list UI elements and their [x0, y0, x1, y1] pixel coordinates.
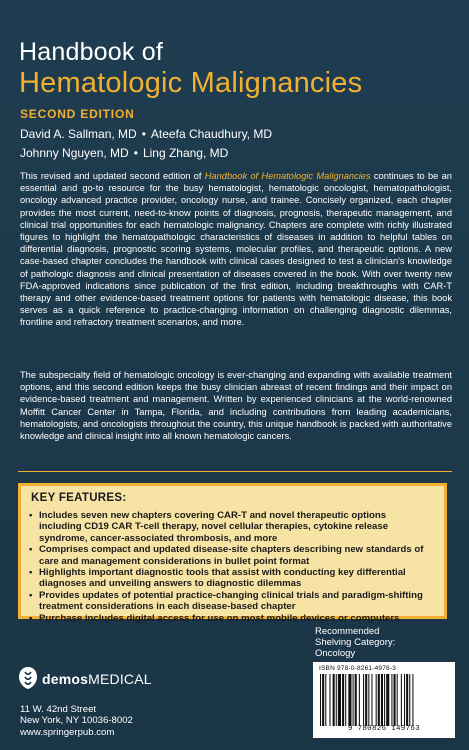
- author-separator: •: [133, 146, 138, 160]
- key-features-title: KEY FEATURES:: [31, 492, 127, 504]
- feature-text: Highlights important diagnostic tools that assist with conducting key differential diagnoses and unveiling answers to diagnostic dilemmas: [39, 567, 406, 590]
- key-features-box: [18, 483, 447, 624]
- bullet-icon: •: [29, 589, 33, 601]
- author-separator: •: [141, 127, 146, 141]
- publisher-address: [20, 704, 133, 738]
- edition-label: SECOND EDITION: [20, 107, 135, 121]
- book-title-line1: Handbook of: [19, 38, 163, 66]
- bullet-icon: •: [29, 567, 33, 579]
- publisher-name-bold: demos: [42, 671, 89, 687]
- author-name: Ateefa Chaudhury, MD: [150, 127, 273, 141]
- address-line: 11 W. 42nd Street: [20, 704, 97, 715]
- key-features-list: [29, 510, 429, 624]
- isbn-text: ISBN 978-0-8261-4976-3: [319, 665, 397, 672]
- feature-text: Purchase includes digital access for use on most mobile devices or computers: [39, 612, 400, 624]
- description-paragraph-2: The subspecialty field of hematologic oncology is ever-changing and expanding with available treatment options, and this second edition keeps the busy clinician abreast of recent findings and their impact on evidence-based treatment and management. Written by experienced clinicians at the world-renowned Moffitt Cancer Center in Tampa, Florida, and including contributions from leading academicians, hematologists, and oncologists throughout the country, this unique handbook is packed with authoritative knowledge and clinical insight into all known hematologic cancers.: [20, 370, 452, 442]
- description-paragraph-1: [20, 170, 452, 329]
- bullet-icon: •: [29, 544, 33, 556]
- feature-item: [29, 544, 429, 567]
- description-text: This revised and updated second edition of: [20, 171, 205, 181]
- description-text: continues to be an essential and go-to resource for the busy hematologist, hematologic oncologist, hematopathologist, oncology advanced practice provider, oncology nurse, and trainee. Concisely organized, each chapter provides the most current, need-to-know points of diagnosis, prognosis, therapeutic management, and clinical trial opportunities for each hematologic malignancy. Chapters are complete with richly illustrated figures to highlight the hematopathologic characteristics of diseases in addition to helpful tables on differential diagnosis, prognostic scoring systems, molecular profiles, and therapeutic options. A new case-based chapter concludes the handbook with clinical cases designed to test a clinician's knowledge of pathologic diagnosis and clinical presentation of diseases covered in the book. With over twenty new FDA-approved indications since publication of the first edition, including breakthroughs with CAR-T therapy and other evidence-based treatment options for patients with hematologic disease, this book serves as a quick reference to practice-changing information on challenging diagnostic dilemmas, frontline and refractory treatment scenarios, and more.: [20, 171, 452, 328]
- publisher-logo-icon: [18, 666, 38, 690]
- feature-item: [29, 613, 429, 624]
- divider: [18, 471, 452, 472]
- author-name: David A. Sallman, MD: [20, 127, 137, 141]
- bullet-icon: •: [29, 510, 33, 521]
- book-title-line2: Hematologic Malignancies: [19, 67, 363, 99]
- barcode-icon: [319, 674, 449, 726]
- feature-item: [29, 567, 429, 590]
- shelving-label: Shelving Category:: [315, 637, 396, 648]
- feature-item: [29, 510, 429, 544]
- feature-text: Provides updates of potential practice-changing clinical trials and paradigm-shifting treatment considerations in each disease-based chapter: [39, 589, 423, 613]
- feature-text: Includes seven new chapters covering CAR-T and novel therapeutic options including CD19 CAR T-cell therapy, novel cellular therapies, cytokine release syndrome, cancer-associated thrombosis, and more: [39, 510, 389, 544]
- barcode-panel: [313, 662, 455, 738]
- barcode-number: 9 780826 149763: [347, 725, 420, 733]
- shelving-value: Oncology: [315, 648, 356, 659]
- publisher-name-regular: MEDICAL: [88, 671, 152, 687]
- address-line: New York, NY 10036-8002: [20, 715, 133, 727]
- shelving-category: [315, 626, 455, 659]
- shelving-label: Recommended: [315, 626, 380, 637]
- bullet-icon: •: [29, 612, 33, 624]
- feature-item: [29, 590, 429, 613]
- description-book-title: Handbook of Hematologic Malignancies: [204, 171, 371, 181]
- feature-text: Comprises compact and updated disease-site chapters describing new standards of care and management considerations in bullet point format: [39, 544, 424, 567]
- publisher-name: [42, 671, 152, 687]
- author-name: Johnny Nguyen, MD: [20, 146, 129, 160]
- author-list: [20, 125, 272, 163]
- address-line: www.springerpub.com: [20, 726, 115, 738]
- author-name: Ling Zhang, MD: [142, 146, 229, 160]
- author-row: [20, 144, 272, 163]
- author-row: [20, 125, 272, 144]
